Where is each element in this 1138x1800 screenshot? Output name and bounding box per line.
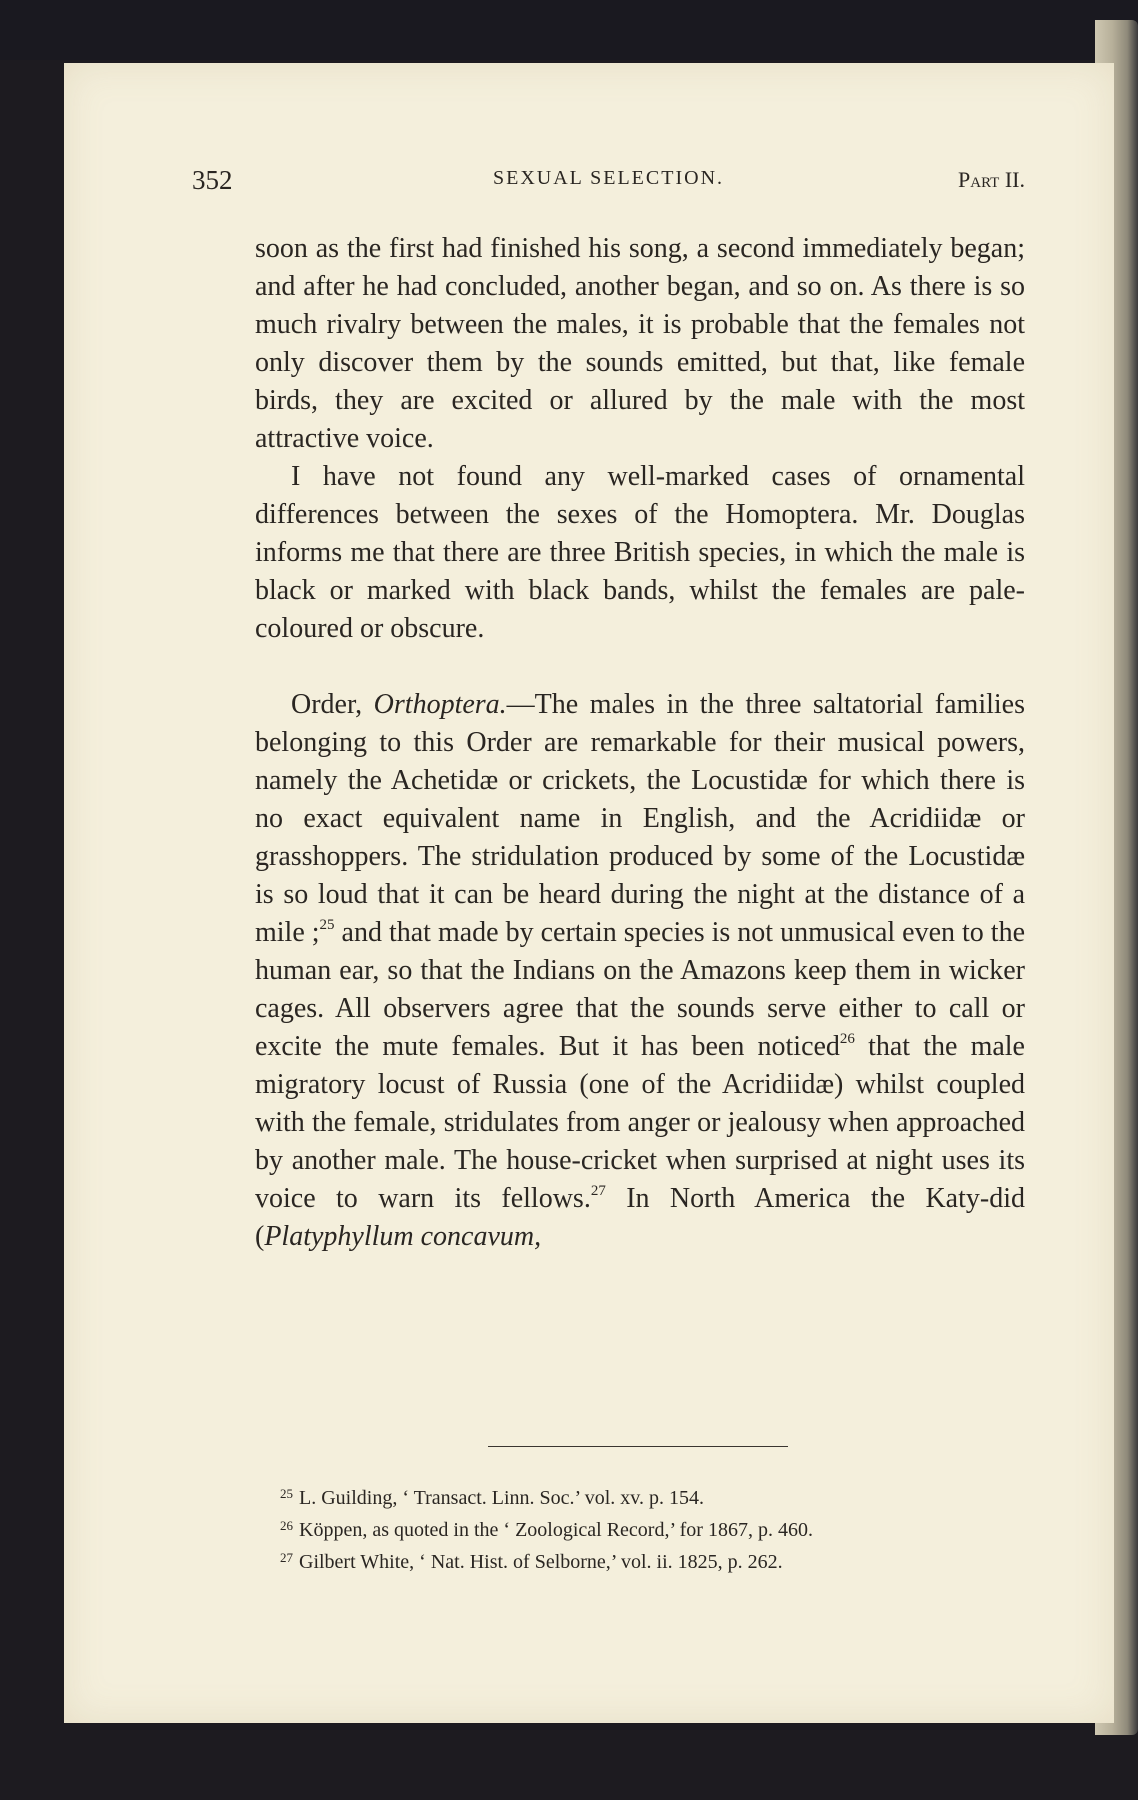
part-label: Part II. <box>958 167 1025 192</box>
body-text <box>255 230 1025 1256</box>
page-header <box>192 165 1025 199</box>
scan-backdrop <box>0 0 1138 60</box>
paragraph-orthoptera <box>255 686 1025 1256</box>
text-segment: —The males in the three saltatorial families belonging to this Order are remarkable for their musical powers, namely the Achetidæ or crickets, the Locustidæ for which there is no exact equivalent name in English, and the Acridiidæ or grasshoppers. The stridulation produced by some of the Locustidæ is so loud that it can be heard during the night at the distance of a mile ; <box>255 689 1025 948</box>
paragraph-continuation: soon as the first had finished his song, a second immediately began; and after he had concluded, another began, and so on. As there is so much rivalry between the males, it is probable that the females not only discover them by the sounds emitted, but that, like female birds, they are excited or allured by the male with the most attractive voice. <box>255 233 1025 454</box>
page-number: 352 <box>192 165 233 195</box>
footnote-ref: 25 <box>319 917 335 933</box>
footnote-text: Köppen, as quoted in the ‘ Zoological Record,’ for 1867, p. 460. <box>299 1519 813 1541</box>
order-prefix: Order, <box>291 689 374 720</box>
footnote <box>280 1480 1020 1512</box>
paragraph-homoptera: I have not found any well-marked cases of ornamental differences between the sexes of the Homoptera. Mr. Douglas informs me that there are three British species, in which the male is black or marked with black bands, whilst the females are pale-coloured or obscure. <box>255 461 1025 644</box>
text-segment: that the male migratory locust of Russia (one of the Acridiidæ) whilst coupled with the female, stridulates from anger or jealousy when approached by another male. The house-cricket when surprised at night uses its voice to warn its fellows. <box>255 1031 1025 1214</box>
running-title: SEXUAL SELECTION. <box>492 167 725 189</box>
text-segment: In North America the Katy-did ( <box>255 1183 1025 1252</box>
footnote <box>280 1544 1020 1576</box>
footnote-ref: 27 <box>590 1183 606 1199</box>
footnote-text: L. Guilding, ‘ Transact. Linn. Soc.’ vol. xv. p. 154. <box>299 1487 704 1509</box>
footnote-number: 27 <box>280 1550 293 1565</box>
footnote-ref: 26 <box>839 1031 855 1047</box>
footnote-divider <box>488 1446 788 1447</box>
text-segment: and that made by certain species is not unmusical even to the human ear, so that the Indians on the Amazons keep them in wicker cages. All observers agree that the sounds serve either to call or excite the mute females. But it has been noticed <box>255 917 1026 1062</box>
footnotes <box>280 1480 1020 1576</box>
order-name: Orthoptera. <box>373 689 507 720</box>
footnote-text: Gilbert White, ‘ Nat. Hist. of Selborne,’ vol. ii. 1825, p. 262. <box>299 1551 783 1573</box>
species-name: Platyphyllum concavum, <box>264 1221 542 1252</box>
footnote-number: 26 <box>280 1518 293 1533</box>
footnote-number: 25 <box>280 1486 293 1501</box>
footnote <box>280 1512 1020 1544</box>
